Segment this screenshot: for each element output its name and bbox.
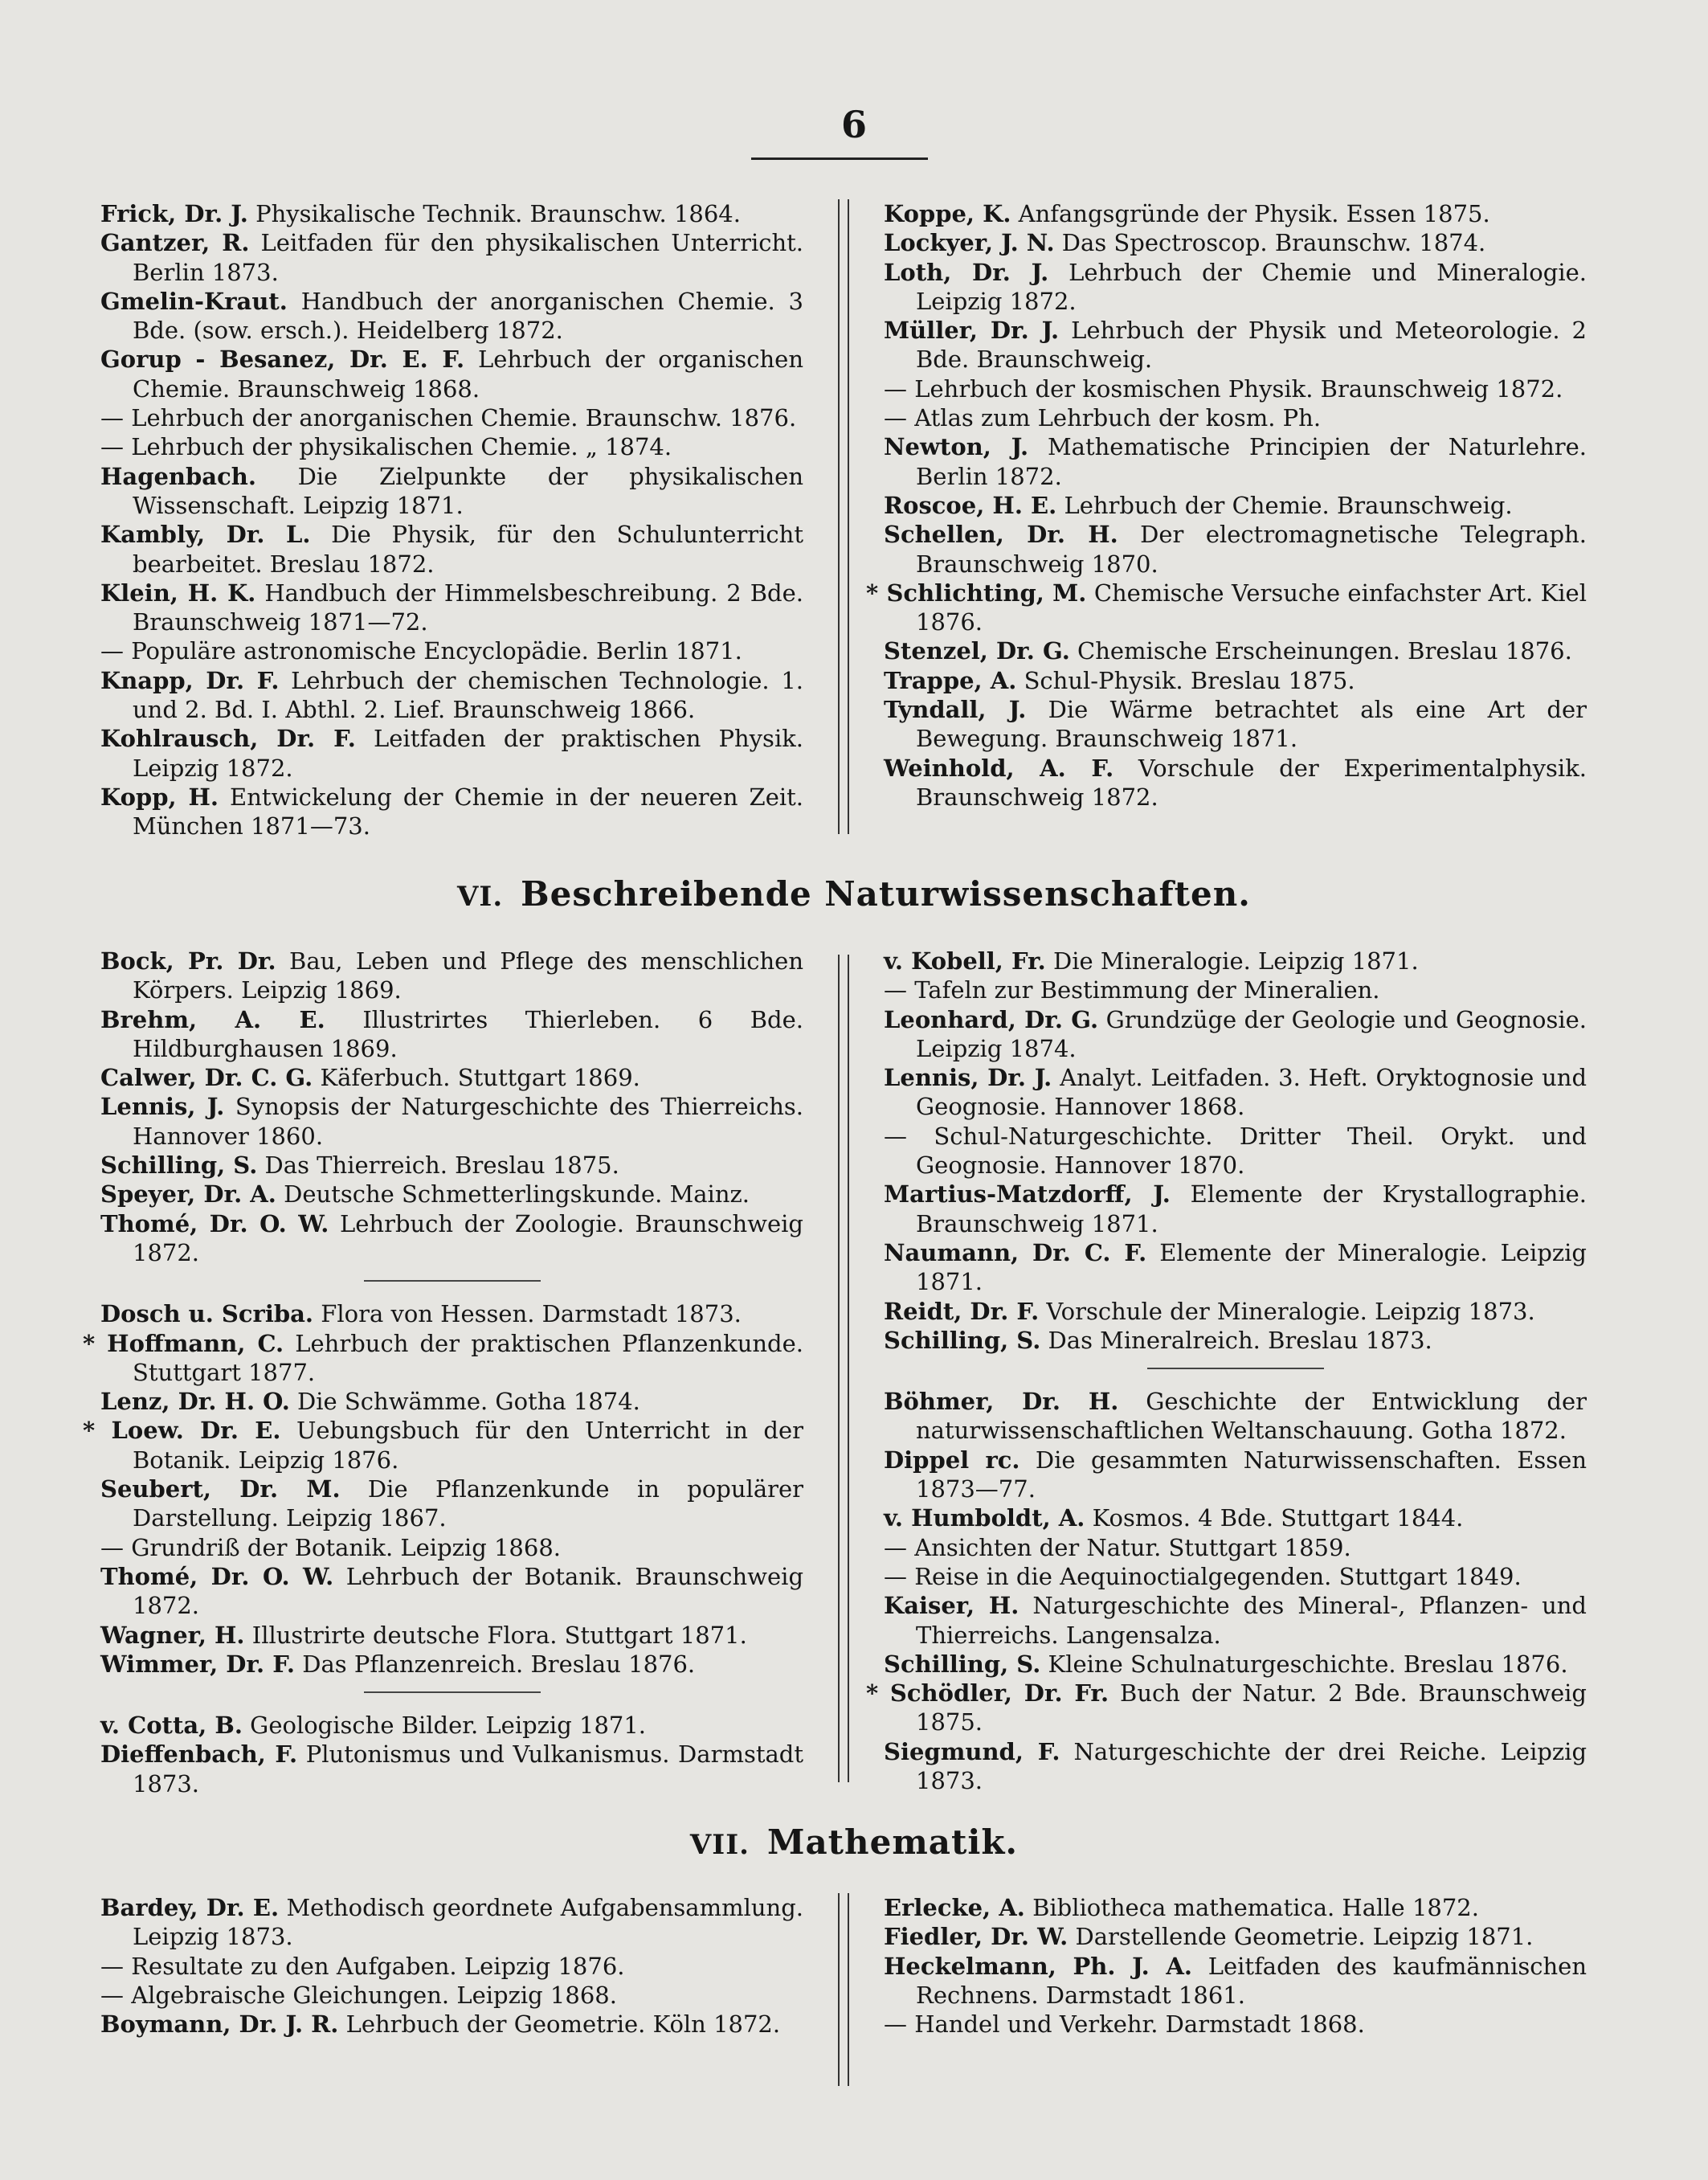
entry-text: — Populäre astronomische Encyclopädie. Berlin 1871. <box>100 637 742 665</box>
entry-text: Deutsche Schmetterlingskunde. Mainz. <box>284 1180 750 1209</box>
entry-author: v. Kobell, Fr. <box>884 947 1046 975</box>
entry-text: Chemische Erscheinungen. Breslau 1876. <box>1077 637 1572 665</box>
column-separator <box>838 955 849 1782</box>
bibliography-entry <box>100 1621 803 1650</box>
entry-text: — Grundriß der Botanik. Leipzig 1868. <box>100 1533 561 1561</box>
entry-author: Kopp, H. <box>100 783 219 811</box>
group-divider <box>364 1691 541 1693</box>
entry-author: Newton, J. <box>884 433 1029 461</box>
entry-author: Lenz, Dr. H. O. <box>100 1388 290 1416</box>
bibliography-entry <box>100 403 803 432</box>
entry-text: Lehrbuch der Botanik. Braunschweig 1872. <box>133 1562 804 1620</box>
bibliography-entry <box>100 1740 803 1798</box>
entry-author: Kaiser, H. <box>884 1592 1019 1620</box>
entry-text: Leitfaden des kaufmännischen Rechnens. Darmstadt 1861. <box>916 1952 1587 2009</box>
bibliography-entry <box>100 724 803 783</box>
entry-author: Schilling, S. <box>100 1151 258 1180</box>
bibliography-entry <box>866 579 1587 637</box>
bibliography-entry <box>100 947 803 1005</box>
bibliography-entry <box>884 199 1587 228</box>
entry-author: Böhmer, Dr. H. <box>884 1388 1119 1416</box>
entry-author: Brehm, A. E. <box>100 1005 325 1033</box>
entry-author: Calwer, Dr. C. G. <box>100 1064 313 1092</box>
bibliography-entry <box>866 1679 1587 1737</box>
bibliography-entry <box>100 1151 803 1180</box>
entry-author: Lockyer, J. N. <box>884 229 1055 257</box>
entry-text: Kleine Schulnaturgeschichte. Breslau 1876. <box>1048 1650 1568 1678</box>
entry-author: Klein, H. K. <box>100 579 256 607</box>
bibliography-entry <box>100 1005 803 1064</box>
bibliography-entry <box>884 520 1587 579</box>
bibliography-entry <box>884 754 1587 812</box>
bibliography-entry <box>884 947 1587 975</box>
entry-author: Lennis, J. <box>100 1093 225 1121</box>
entry-author: Bock, Pr. Dr. <box>100 947 276 975</box>
bibliography-entry <box>100 1474 803 1533</box>
entry-text: — Resultate zu den Aufgaben. Leipzig 1876. <box>100 1952 625 1980</box>
entry-author: Gmelin-Kraut. <box>100 287 288 315</box>
bibliography-entry <box>884 1562 1587 1591</box>
entry-text: Die Physik, für den Schulunterricht bearbeitet. Breslau 1872. <box>133 521 803 578</box>
bibliography-entry <box>100 1981 803 2010</box>
bibliography-entry <box>100 432 803 461</box>
bibliography-entry <box>884 374 1587 403</box>
bibliography-entry <box>100 1387 803 1416</box>
entry-text: — Ansichten der Natur. Stuttgart 1859. <box>884 1533 1351 1561</box>
entry-text: — Atlas zum Lehrbuch der kosm. Ph. <box>884 404 1322 432</box>
bibliography-entry <box>884 1122 1587 1180</box>
entry-text: Lehrbuch der chemischen Technologie. 1. und 2. Bd. I. Abthl. 2. Lief. Braunschweig 1866. <box>133 666 803 724</box>
entry-author: * Hoffmann, C. <box>83 1329 284 1357</box>
entry-text: Naturgeschichte der drei Reiche. Leipzig 1873. <box>916 1737 1587 1795</box>
entry-text: Mathematische Principien der Naturlehre. Berlin 1872. <box>916 433 1587 490</box>
bibliography-entry <box>884 1591 1587 1650</box>
bibliography-entry <box>100 783 803 841</box>
bibliography-entry <box>100 228 803 287</box>
entry-author: * Schödler, Dr. Fr. <box>866 1679 1109 1708</box>
bibliography-entry <box>83 1329 803 1388</box>
bibliography-entry <box>884 258 1587 317</box>
entry-text: Illustrirtes Thierleben. 6 Bde. Hildburghausen 1869. <box>133 1005 803 1062</box>
section-vii-right-column <box>884 1893 1587 2039</box>
entry-text: Kosmos. 4 Bde. Stuttgart 1844. <box>1092 1504 1464 1532</box>
entry-text: Das Spectroscop. Braunschw. 1874. <box>1061 229 1486 257</box>
entry-author: Dieffenbach, F. <box>100 1740 298 1769</box>
entry-author: Wagner, H. <box>100 1621 245 1649</box>
entry-text: Naturgeschichte des Mineral-, Pflanzen- und Thierreichs. Langensalza. <box>916 1592 1587 1649</box>
bibliography-entry <box>884 1650 1587 1679</box>
bibliography-entry <box>100 2010 803 2039</box>
bibliography-entry <box>884 1326 1587 1355</box>
entry-author: Knapp, Dr. F. <box>100 666 280 694</box>
section-vi-body <box>83 947 1587 1798</box>
entry-text: Handbuch der Himmelsbeschreibung. 2 Bde. Braunschweig 1871—72. <box>133 579 803 636</box>
entry-author: Siegmund, F. <box>884 1737 1060 1765</box>
entry-text: Synopsis der Naturgeschichte des Thierreichs. Hannover 1860. <box>133 1093 803 1150</box>
entry-author: Dippel rc. <box>884 1446 1020 1474</box>
entry-text: Leitfaden der praktischen Physik. Leipzig 1872. <box>133 725 804 782</box>
bibliography-entry <box>100 579 803 637</box>
entry-text: Bibliotheca mathematica. Halle 1872. <box>1032 1894 1479 1921</box>
entry-text: — Lehrbuch der kosmischen Physik. Braunschweig 1872. <box>884 374 1563 403</box>
entry-text: — Lehrbuch der anorganischen Chemie. Braunschw. 1876. <box>100 404 797 432</box>
entry-author: Schilling, S. <box>884 1650 1041 1678</box>
physics-left-column <box>100 199 803 841</box>
entry-text: Lehrbuch der Chemie und Mineralogie. Leipzig 1872. <box>916 258 1587 315</box>
bibliography-entry <box>884 403 1587 432</box>
bibliography-entry <box>100 199 803 228</box>
entry-author: * Schlichting, M. <box>866 579 1087 607</box>
entry-author: Kohlrausch, Dr. F. <box>100 725 356 753</box>
entry-text: Leitfaden für den physikalischen Unterricht. Berlin 1873. <box>133 229 804 286</box>
bibliography-entry <box>884 316 1587 374</box>
bibliography-entry <box>83 1416 804 1474</box>
entry-text: Schul-Physik. Breslau 1875. <box>1024 666 1355 694</box>
entry-author: Frick, Dr. J. <box>100 200 248 227</box>
entry-text: Chemische Versuche einfachster Art. Kiel 1876. <box>916 579 1587 636</box>
entry-author: Fiedler, Dr. W. <box>884 1923 1069 1951</box>
entry-text: — Reise in die Aequinoctialgegenden. Stuttgart 1849. <box>884 1562 1522 1590</box>
entry-author: Seubert, Dr. M. <box>100 1475 341 1503</box>
entry-text: Die Pflanzenkunde in populärer Darstellung. Leipzig 1867. <box>133 1475 803 1532</box>
bibliography-entry <box>884 1446 1587 1504</box>
entry-author: Trappe, A. <box>884 666 1017 694</box>
entry-text: Lehrbuch der Geometrie. Köln 1872. <box>345 2010 781 2039</box>
entry-text: Die Zielpunkte der physikalischen Wissenschaft. Leipzig 1871. <box>133 462 804 519</box>
entry-author: v. Humboldt, A. <box>884 1504 1085 1532</box>
bibliography-entry <box>100 462 803 521</box>
section-vi-numeral: VI. <box>457 881 504 913</box>
bibliography-entry <box>884 636 1587 665</box>
bibliography-entry <box>100 287 803 346</box>
entry-author: Wimmer, Dr. F. <box>100 1650 295 1678</box>
bibliography-entry <box>100 1209 803 1268</box>
bibliography-entry <box>884 1238 1587 1297</box>
entry-author: Bardey, Dr. E. <box>100 1894 280 1921</box>
entry-text: Darstellende Geometrie. Leipzig 1871. <box>1075 1923 1534 1951</box>
entry-text: Lehrbuch der Chemie. Braunschweig. <box>1064 491 1513 519</box>
bibliography-entry <box>884 491 1587 520</box>
bibliography-entry <box>884 1952 1587 2010</box>
entry-text: Die Schwämme. Gotha 1874. <box>297 1388 640 1416</box>
entry-author: Gorup - Besanez, Dr. E. F. <box>100 346 465 374</box>
entry-author: Speyer, Dr. A. <box>100 1180 276 1209</box>
entry-author: Lennis, Dr. J. <box>884 1064 1052 1092</box>
bibliography-entry <box>884 1297 1587 1326</box>
bibliography-entry <box>884 1387 1587 1446</box>
entry-text: Vorschule der Mineralogie. Leipzig 1873. <box>1046 1297 1535 1325</box>
header-rule <box>751 157 928 160</box>
bibliography-entry <box>100 1562 803 1621</box>
bibliography-entry <box>100 666 803 725</box>
entry-text: Geschichte der Entwicklung der naturwissenschaftlichen Weltanschauung. Gotha 1872. <box>916 1388 1587 1445</box>
bibliography-entry <box>100 1092 803 1151</box>
section-vi-right-column <box>866 947 1587 1795</box>
entry-text: — Handel und Verkehr. Darmstadt 1868. <box>884 2010 1365 2039</box>
bibliography-entry <box>884 2010 1587 2039</box>
entry-author: * Loew. Dr. E. <box>83 1417 281 1445</box>
physics-section <box>100 199 1587 841</box>
bibliography-entry <box>100 1063 803 1092</box>
entry-author: Erlecke, A. <box>884 1894 1025 1921</box>
entry-author: Müller, Dr. J. <box>884 317 1060 345</box>
entry-text: Die gesammten Naturwissenschaften. Essen 1873—77. <box>916 1446 1587 1503</box>
section-vii-title: Mathematik. <box>766 1822 1019 1862</box>
entry-author: Roscoe, H. E. <box>884 491 1057 519</box>
entry-text: Entwickelung der Chemie in der neueren Zeit. München 1871—73. <box>133 783 803 841</box>
entry-text: Anfangsgründe der Physik. Essen 1875. <box>1018 200 1490 227</box>
entry-author: Dosch u. Scriba. <box>100 1300 313 1328</box>
bibliography-entry <box>884 1180 1587 1238</box>
group-divider <box>364 1280 541 1282</box>
group-divider <box>1147 1368 1324 1369</box>
entry-text: Uebungsbuch für den Unterricht in der Botanik. Leipzig 1876. <box>133 1417 804 1474</box>
entry-text: Elemente der Mineralogie. Leipzig 1871. <box>916 1238 1587 1296</box>
entry-author: Schellen, Dr. H. <box>884 521 1118 549</box>
entry-text: Handbuch der anorganischen Chemie. 3 Bde. (sow. ersch.). Heidelberg 1872. <box>133 287 804 345</box>
entry-text: Methodisch geordnete Aufgabensammlung. Leipzig 1873. <box>133 1894 803 1951</box>
bibliography-entry <box>100 1180 803 1209</box>
entry-author: Koppe, K. <box>884 200 1011 227</box>
section-vii-body <box>100 1893 1587 2086</box>
entry-text: Das Pflanzenreich. Breslau 1876. <box>302 1650 696 1678</box>
entry-text: Buch der Natur. 2 Bde. Braunschweig 1875. <box>916 1679 1587 1736</box>
section-vii-left-column <box>100 1893 803 2039</box>
column-separator <box>838 199 849 834</box>
bibliography-entry <box>884 666 1587 695</box>
bibliography-entry <box>884 1893 1587 1922</box>
entry-author: Hagenbach. <box>100 462 256 490</box>
entry-author: v. Cotta, B. <box>100 1712 243 1740</box>
bibliography-entry <box>884 1063 1587 1122</box>
entry-author: Weinhold, A. F. <box>884 754 1114 782</box>
entry-text: — Lehrbuch der physikalischen Chemie. „ 1874. <box>100 433 672 461</box>
bibliography-entry <box>100 520 803 579</box>
section-vi-left-column <box>83 947 804 1798</box>
entry-text: Illustrirte deutsche Flora. Stuttgart 1871. <box>251 1621 747 1649</box>
entry-text: Vorschule der Experimentalphysik. Braunschweig 1872. <box>916 754 1587 811</box>
bibliography-entry <box>884 1737 1587 1796</box>
entry-text: Analyt. Leitfaden. 3. Heft. Oryktognosie und Geognosie. Hannover 1868. <box>916 1064 1587 1121</box>
entry-text: Lehrbuch der Physik und Meteorologie. 2 Bde. Braunschweig. <box>916 317 1587 374</box>
entry-author: Loth, Dr. J. <box>884 258 1049 286</box>
entry-text: Geologische Bilder. Leipzig 1871. <box>250 1712 647 1740</box>
entry-text: — Schul-Naturgeschichte. Dritter Theil. Orykt. und Geognosie. Hannover 1870. <box>884 1122 1587 1180</box>
bibliography-entry <box>884 228 1587 257</box>
entry-text: Flora von Hessen. Darmstadt 1873. <box>321 1300 742 1328</box>
entry-text: Lehrbuch der praktischen Pflanzenkunde. Stuttgart 1877. <box>133 1329 803 1386</box>
entry-author: Stenzel, Dr. G. <box>884 637 1070 665</box>
entry-text: Physikalische Technik. Braunschw. 1864. <box>255 200 741 227</box>
bibliography-entry <box>100 1893 803 1952</box>
column-separator <box>838 1893 849 2086</box>
bibliography-entry <box>100 636 803 665</box>
entry-author: Martius-Matzdorff, J. <box>884 1180 1171 1209</box>
entry-author: Gantzer, R. <box>100 229 250 257</box>
bibliography-entry <box>884 975 1587 1004</box>
entry-author: Heckelmann, Ph. J. A. <box>884 1952 1192 1980</box>
bibliography-entry <box>884 1005 1587 1064</box>
section-vii-numeral: VII. <box>689 1829 750 1861</box>
bibliography-entry <box>884 695 1587 754</box>
entry-text: Die Mineralogie. Leipzig 1871. <box>1053 947 1419 975</box>
bibliography-entry <box>100 1711 803 1740</box>
section-vii-heading <box>0 1822 1708 1862</box>
entry-text: Der electromagnetische Telegraph. Braunschweig 1870. <box>916 521 1587 578</box>
entry-text: Das Thierreich. Breslau 1875. <box>264 1151 619 1180</box>
bibliography-entry <box>100 1299 803 1328</box>
entry-author: Schilling, S. <box>884 1326 1041 1354</box>
bibliography-entry <box>100 345 803 403</box>
entry-text: Das Mineralreich. Breslau 1873. <box>1048 1326 1432 1354</box>
entry-text: Lehrbuch der organischen Chemie. Braunschweig 1868. <box>133 346 803 403</box>
entry-text: Die Wärme betrachtet als eine Art der Bewegung. Braunschweig 1871. <box>916 696 1587 753</box>
entry-author: Boymann, Dr. J. R. <box>100 2010 339 2039</box>
entry-text: Elemente der Krystallographie. Braunschweig 1871. <box>916 1180 1587 1237</box>
entry-text: Grundzüge der Geologie und Geognosie. Leipzig 1874. <box>916 1005 1587 1062</box>
entry-author: Thomé, Dr. O. W. <box>100 1209 329 1237</box>
bibliography-entry <box>884 1922 1587 1951</box>
entry-author: Kambly, Dr. L. <box>100 521 311 549</box>
entry-text: Lehrbuch der Zoologie. Braunschweig 1872. <box>133 1209 803 1266</box>
entry-text: Käferbuch. Stuttgart 1869. <box>320 1064 640 1092</box>
bibliography-entry <box>884 1503 1587 1532</box>
section-vi-heading <box>0 874 1708 914</box>
entry-text: — Algebraische Gleichungen. Leipzig 1868. <box>100 1981 617 2009</box>
bibliography-entry <box>100 1533 803 1562</box>
page-number: 6 <box>840 103 867 146</box>
bibliography-entry <box>100 1952 803 1981</box>
bibliography-entry <box>884 432 1587 491</box>
entry-author: Naumann, Dr. C. F. <box>884 1238 1147 1266</box>
physics-right-column <box>866 199 1587 812</box>
entry-author: Reidt, Dr. F. <box>884 1297 1040 1325</box>
entry-author: Thomé, Dr. O. W. <box>100 1562 334 1590</box>
entry-text: Bau, Leben und Pflege des menschlichen Körpers. Leipzig 1869. <box>133 947 803 1004</box>
entry-author: Tyndall, J. <box>884 696 1027 724</box>
entry-text: — Tafeln zur Bestimmung der Mineralien. <box>884 976 1380 1004</box>
section-vi-title: Beschreibende Naturwissenschaften. <box>521 874 1251 914</box>
entry-author: Leonhard, Dr. G. <box>884 1005 1099 1033</box>
entry-text: Plutonismus und Vulkanismus. Darmstadt 1873. <box>133 1740 803 1798</box>
bibliography-entry <box>884 1533 1587 1562</box>
bibliography-entry <box>100 1650 803 1679</box>
